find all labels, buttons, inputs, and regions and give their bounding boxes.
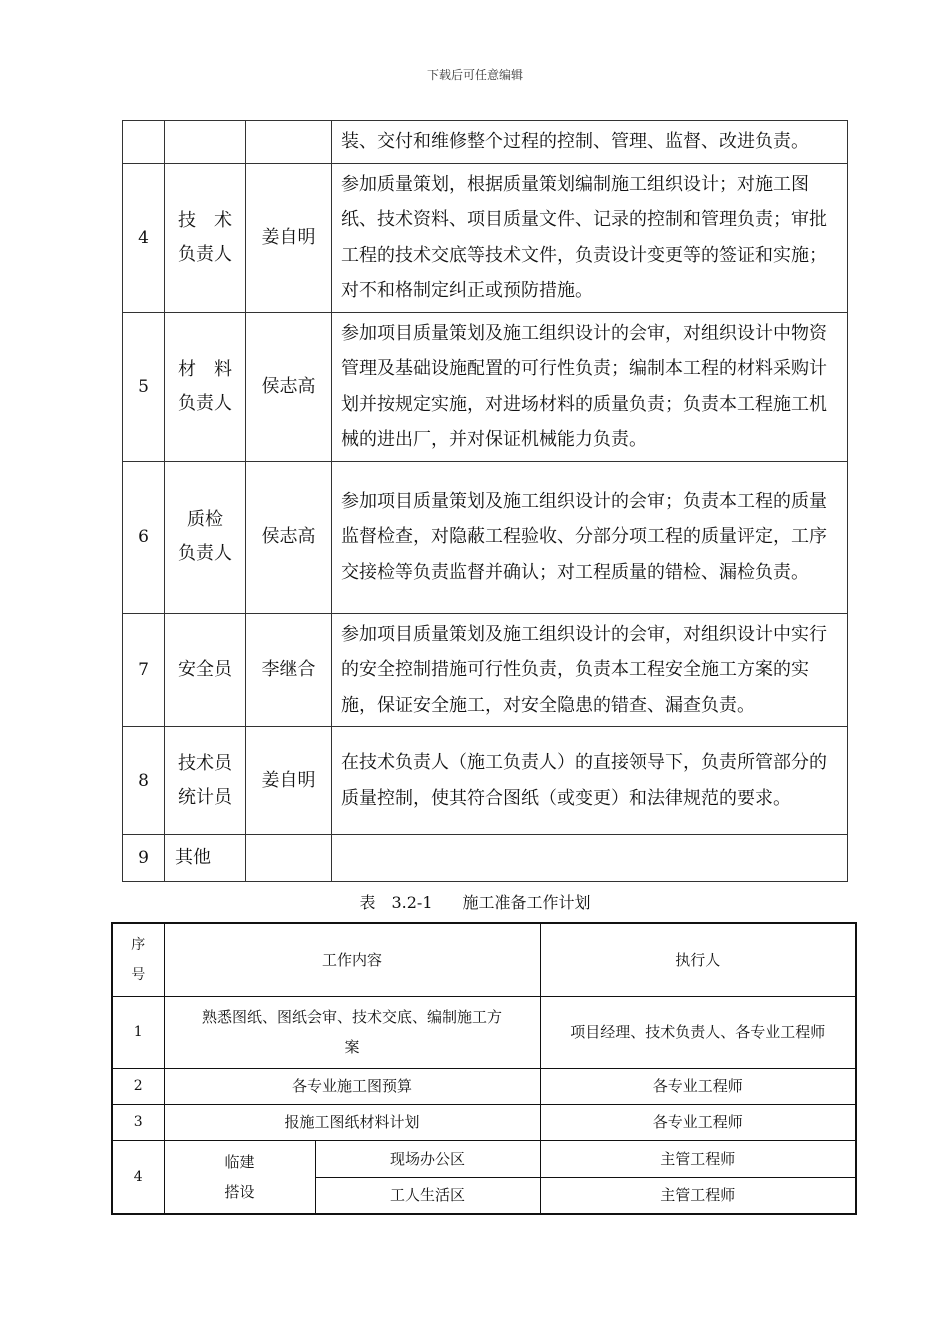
duty-cell <box>332 835 848 882</box>
table-row <box>123 312 848 461</box>
name-cell <box>246 835 332 882</box>
executor-cell: 主管工程师 <box>540 1140 856 1177</box>
group-cell <box>164 1140 315 1214</box>
role-line: 技术员 <box>178 752 232 774</box>
row-number: 3 <box>112 1104 164 1140</box>
row-number: 4 <box>123 163 165 312</box>
preparation-plan-table <box>111 922 857 1215</box>
duty-cell: 在技术负责人（施工负责人）的直接领导下，负责所管部分的质量控制，使其符合图纸（或变更）和法律规范的要求。 <box>332 727 848 835</box>
name-cell: 李继合 <box>246 613 332 727</box>
executor-cell: 各专业工程师 <box>540 1068 856 1104</box>
name-cell: 侯志高 <box>246 461 332 613</box>
role-cell: 其他 <box>165 835 246 882</box>
name-cell <box>246 121 332 164</box>
duty-cell: 装、交付和维修整个过程的控制、管理、监督、改进负责。 <box>332 121 848 164</box>
table-row <box>123 613 848 727</box>
duty-cell: 参加项目质量策划及施工组织设计的会审；负责本工程的质量监督检查，对隐蔽工程验收、分部分项工程的质量评定，工序交接检等负责监督并确认；对工程质量的错检、漏检负责。 <box>332 461 848 613</box>
role-cell <box>165 461 246 613</box>
duty-cell: 参加项目质量策划及施工组织设计的会审，对组织设计中物资管理及基础设施配置的可行性负责；编制本工程的材料采购计划并按规定实施，对进场材料的质量负责；负责本工程施工机械的进出厂，并对保证机械能力负责。 <box>332 312 848 461</box>
role-line: 质检 <box>187 509 223 530</box>
table-row <box>112 996 856 1068</box>
table-row <box>123 121 848 164</box>
header-no-line: 号 <box>131 966 146 983</box>
role-cell <box>165 121 246 164</box>
group-line: 临建 <box>224 1152 255 1171</box>
row-number: 2 <box>112 1068 164 1104</box>
page-header: 下载后可任意编辑 <box>426 68 523 82</box>
content-cell: 现场办公区 <box>315 1140 540 1177</box>
executor-cell: 项目经理、技术负责人、各专业工程师 <box>540 996 856 1068</box>
role-cell <box>165 163 246 312</box>
row-number: 7 <box>123 613 165 727</box>
executor-cell: 主管工程师 <box>540 1177 856 1214</box>
content-cell: 报施工图纸材料计划 <box>164 1104 540 1140</box>
content-cell: 工人生活区 <box>315 1177 540 1214</box>
table-row <box>112 1140 856 1177</box>
row-number: 4 <box>112 1140 164 1214</box>
row-number: 9 <box>123 835 165 882</box>
role-line: 统计员 <box>178 786 232 808</box>
row-number: 6 <box>123 461 165 613</box>
table-row <box>123 727 848 835</box>
role-cell <box>165 312 246 461</box>
header-no-line: 序 <box>131 936 146 953</box>
caption-prefix: 表 3.2-1 <box>359 893 433 912</box>
table-row <box>123 163 848 312</box>
table-row <box>123 835 848 882</box>
executor-cell: 各专业工程师 <box>540 1104 856 1140</box>
table-row <box>112 1104 856 1140</box>
content-line: 熟悉图纸、图纸会审、技术交底、编制施工方 <box>202 1008 503 1026</box>
duty-cell: 参加项目质量策划及施工组织设计的会审，对组织设计中实行的安全控制措施可行性负责，负责本工程安全施工方案的实施，保证安全施工，对安全隐患的错查、漏查负责。 <box>332 613 848 727</box>
header-executor: 执行人 <box>540 923 856 996</box>
table-row <box>123 461 848 613</box>
table-header-row <box>112 923 856 996</box>
group-line: 搭设 <box>224 1182 255 1201</box>
table-row <box>112 1068 856 1104</box>
header-content: 工作内容 <box>164 923 540 996</box>
role-cell <box>165 727 246 835</box>
role-line: 负责人 <box>178 392 232 414</box>
header-no <box>112 923 164 996</box>
row-number: 1 <box>112 996 164 1068</box>
role-cell: 安全员 <box>165 613 246 727</box>
row-number <box>123 121 165 164</box>
role-line: 材 料 <box>178 358 232 380</box>
content-line: 案 <box>344 1038 360 1056</box>
content-cell: 各专业施工图预算 <box>164 1068 540 1104</box>
name-cell: 姜自明 <box>246 727 332 835</box>
duty-cell: 参加质量策划，根据质量策划编制施工组织设计；对施工图纸、技术资料、项目质量文件、记录的控制和管理负责；审批工程的技术交底等技术文件，负责设计变更等的签证和实施；对不和格制定纠正或预防措施。 <box>332 163 848 312</box>
table-caption <box>0 890 950 913</box>
content-cell <box>164 996 540 1068</box>
row-number: 5 <box>123 312 165 461</box>
role-line: 负责人 <box>178 243 232 265</box>
name-cell: 侯志高 <box>246 312 332 461</box>
name-cell: 姜自明 <box>246 163 332 312</box>
responsibility-table <box>122 120 848 882</box>
row-number: 8 <box>123 727 165 835</box>
caption-title: 施工准备工作计划 <box>462 893 591 912</box>
role-line: 负责人 <box>178 543 232 564</box>
role-line: 技 术 <box>178 209 232 231</box>
